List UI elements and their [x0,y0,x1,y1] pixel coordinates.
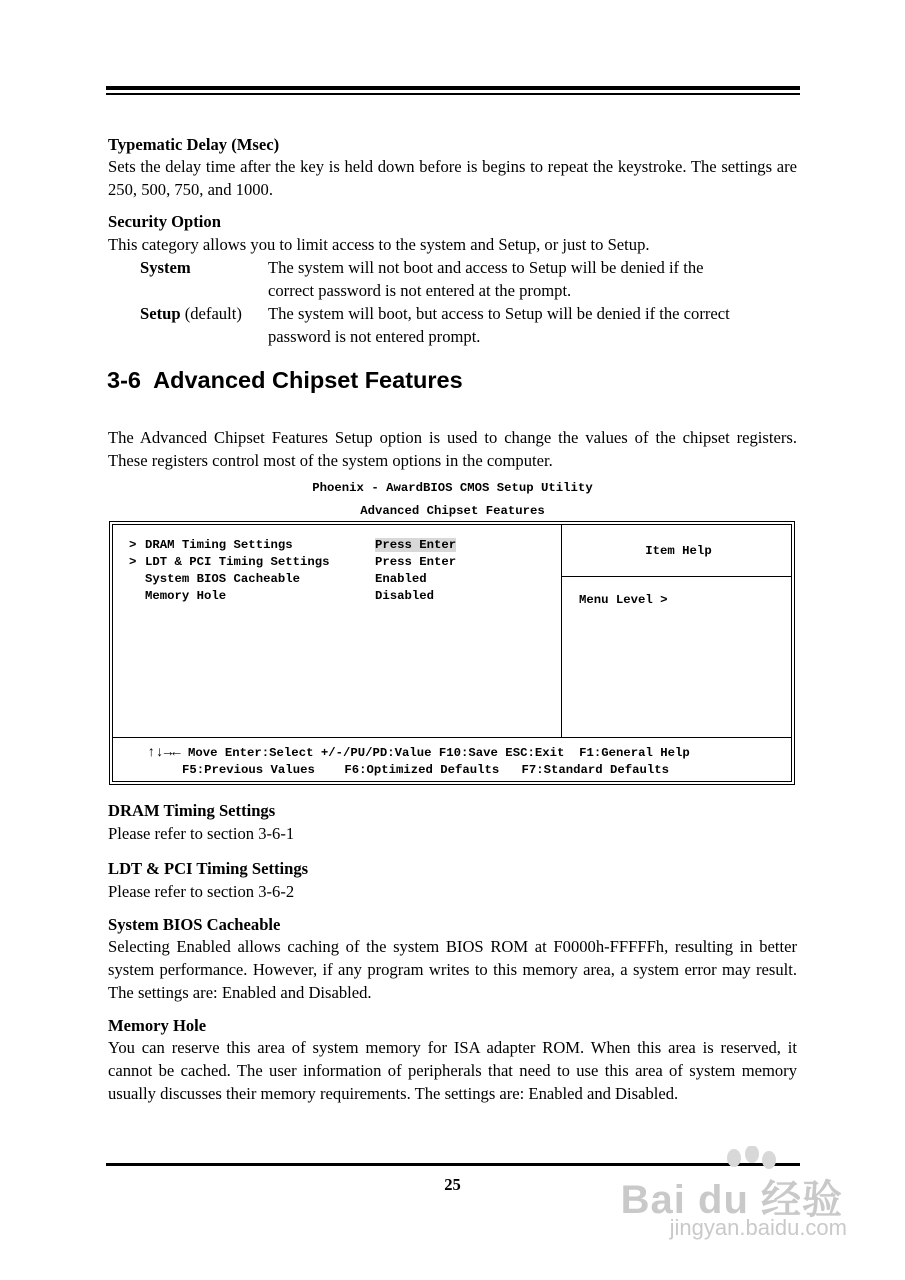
ldt-body: Please refer to section 3-6-2 [108,882,295,901]
bios-item-cacheable-label[interactable]: System BIOS Cacheable [145,572,300,586]
security-option-system-desc2: correct password is not entered at the prompt. [268,281,572,300]
bios-screen [109,521,795,785]
security-option-system-name: System [140,258,191,277]
watermark-brand: Bai du 经验 [620,1178,843,1222]
bios-footer-divider [113,737,791,738]
watermark-url: jingyan.baidu.com [669,1215,847,1240]
bios-nav-arrows-icon: ↑↓→← [147,745,181,761]
bios-help-text: Menu Level > [579,593,668,607]
memory-hole-heading: Memory Hole [108,1016,207,1035]
bios-subtitle: Advanced Chipset Features [360,504,545,518]
memory-hole-body: You can reserve this area of system memory for ISA adapter ROM. When this area is reserved, it cannot be cached. The user information of peripherals that need to use this area of system memory usually discusses their memory requirements. The settings are: Enabled and Disabled. [108,1038,797,1103]
bios-item-dram-label[interactable]: DRAM Timing Settings [145,538,293,552]
header-rule-thin [106,93,800,95]
bios-footer-line1: ↑↓→← Move Enter:Select +/-/PU/PD:Value F10:Save ESC:Exit F1:General Help [147,745,690,761]
bios-item-memory-hole-value[interactable]: Disabled [375,589,435,603]
page-number: 25 [444,1175,461,1194]
bios-item-cacheable-value[interactable]: Enabled [375,572,427,586]
bios-item-dram-value[interactable]: Press Enter [375,538,457,552]
bios-item-memory-hole-label[interactable]: Memory Hole [145,589,227,603]
chipset-intro: The Advanced Chipset Features Setup option is used to change the values of the chipset registers. These registers control most of the system options in the computer. [108,428,797,470]
security-option-setup-desc1: The system will boot, but access to Setup will be denied if the correct [268,304,730,323]
dram-heading: DRAM Timing Settings [108,801,276,820]
bios-item-help-title: Item Help [645,544,712,558]
security-option-setup-name: Setup (default) [140,304,242,323]
bios-item-ldt-label[interactable]: LDT & PCI Timing Settings [145,555,330,569]
bios-footer-line2: F5:Previous Values F6:Optimized Defaults F7:Standard Defaults [182,763,670,777]
bios-screen-inner [112,524,792,782]
footer-rule [106,1163,800,1166]
security-option-setup-desc2: password is not entered prompt. [268,327,481,346]
bios-cacheable-body: Selecting Enabled allows caching of the system BIOS ROM at F0000h-FFFFFh, resulting in better system performance. However, if any program writes to this memory area, a system error may result. The settings are: Enabled and Disabled. [108,937,797,1002]
security-option-system-desc1: The system will not boot and access to Setup will be denied if the [268,258,704,277]
security-heading: Security Option [108,212,221,231]
bios-item-ldt-value[interactable]: Press Enter [375,555,457,569]
header-rule-thick [106,86,800,90]
security-body: This category allows you to limit access to the system and Setup, or just to Setup. [108,235,650,254]
bios-item-ldt-arrow: > [129,555,137,569]
bios-help-divider [561,576,791,577]
bios-title: Phoenix - AwardBIOS CMOS Setup Utility [312,481,593,495]
section-heading: 3-6 Advanced Chipset Features [107,367,463,393]
typematic-heading: Typematic Delay (Msec) [108,135,280,154]
bios-cacheable-heading: System BIOS Cacheable [108,915,281,934]
ldt-heading: LDT & PCI Timing Settings [108,859,309,878]
typematic-body: Sets the delay time after the key is held down before is begins to repeat the keystroke. The settings are 250, 500, 750, and 1000. [108,157,797,199]
bios-item-dram-arrow: > [129,538,137,552]
dram-body: Please refer to section 3-6-1 [108,824,295,843]
